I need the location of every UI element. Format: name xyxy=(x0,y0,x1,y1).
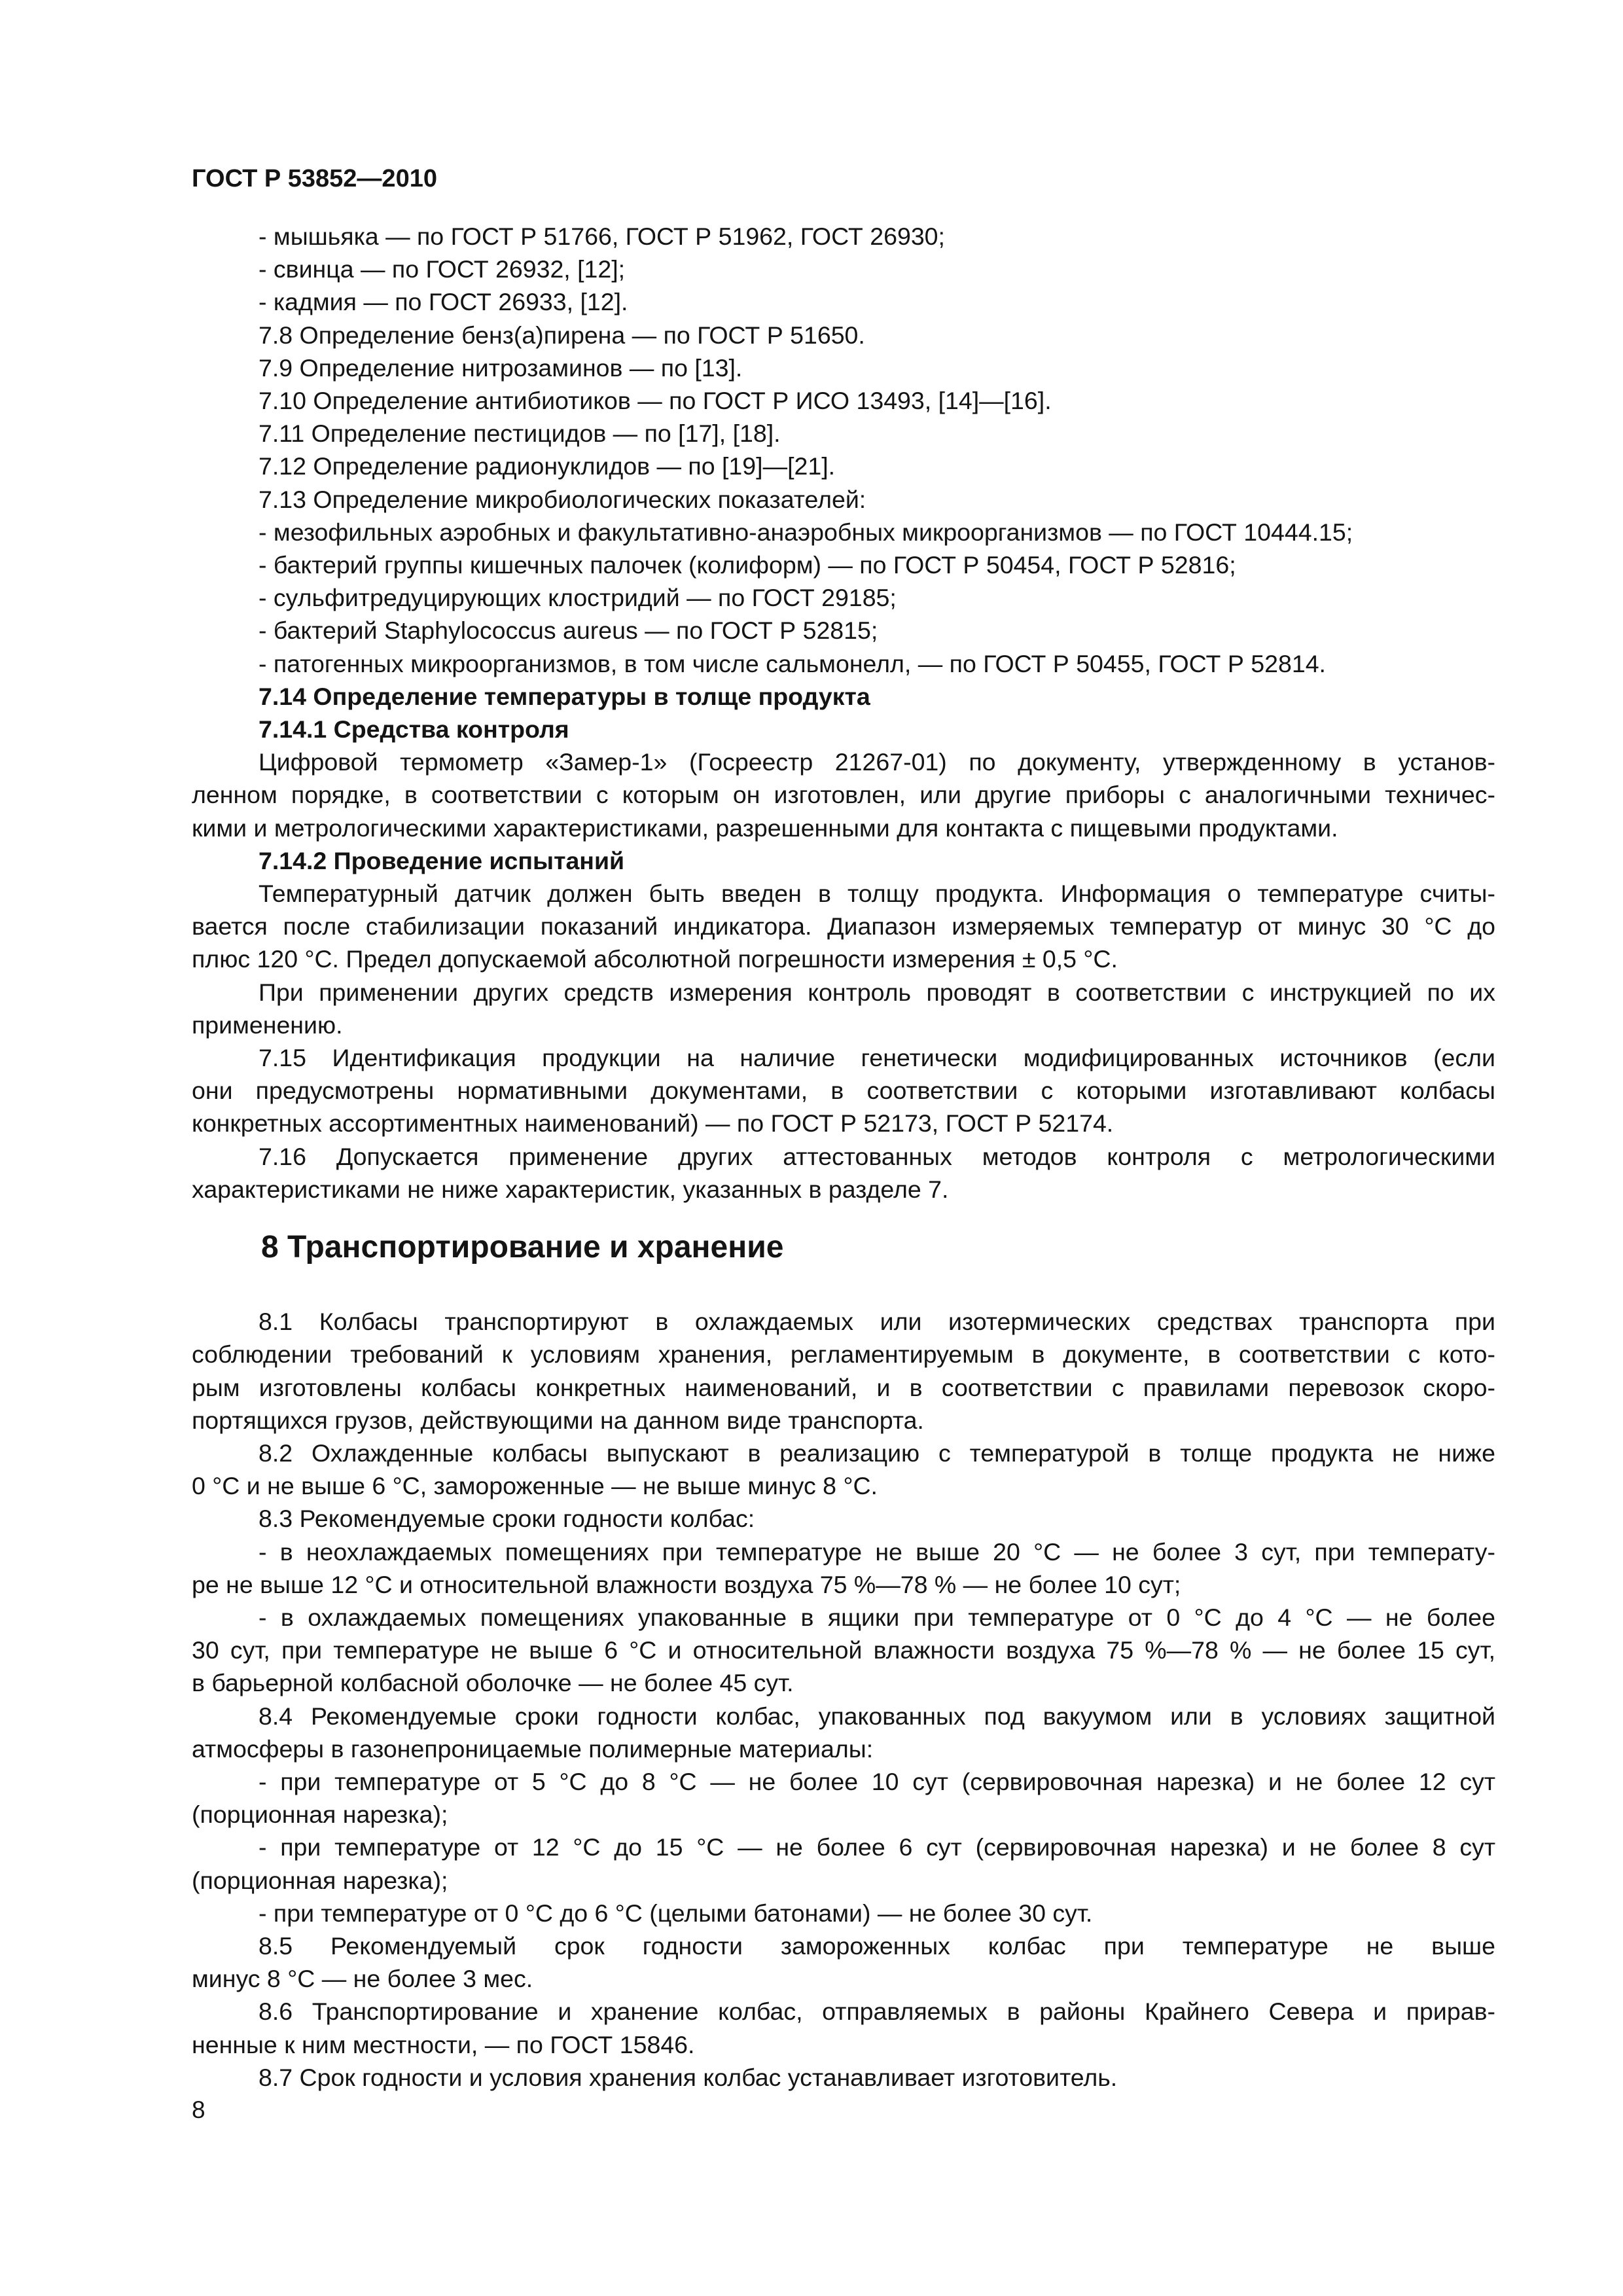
clause-7-8: 7.8 Определение бенз(а)пирена — по ГОСТ Р 51650. xyxy=(259,321,865,349)
list-item-mesophilic: - мезофильных аэробных и факультативно-анаэробных микроорганизмов — по ГОСТ 10444.15; xyxy=(259,518,1353,546)
list-item-arsenic: - мышьяка — по ГОСТ Р 51766, ГОСТ Р 51962, ГОСТ 26930; xyxy=(259,223,945,250)
paragraph-line: применению. xyxy=(192,1011,343,1039)
paragraph-line: конкретных ассортиментных наименований) — по ГОСТ Р 52173, ГОСТ Р 52174. xyxy=(192,1109,1114,1138)
paragraph-line: вается после стабилизации показаний индикатора. Диапазон измеряемых температур от минус 30 °С до xyxy=(192,912,1495,941)
paragraph-line: рым изготовлены колбасы конкретных наименований, и в соответствии с правилами перевозок скоро- xyxy=(192,1373,1495,1401)
clause-7-14-1-heading: 7.14.1 Средства контроля xyxy=(259,715,569,744)
clause-7-14-heading: 7.14 Определение температуры в толще продукта xyxy=(259,682,870,710)
clause-8-4: 8.4 Рекомендуемые сроки годности колбас, упакованных под вакуумом или в условиях защитной xyxy=(259,1702,1495,1730)
paragraph-line: минус 8 °С — не более 3 мес. xyxy=(192,1965,533,1993)
page-number: 8 xyxy=(192,2096,205,2123)
list-item-pathogens: - патогенных микроорганизмов, в том числе сальмонелл, — по ГОСТ Р 50455, ГОСТ Р 52814. xyxy=(259,649,1326,677)
clause-8-2: 8.2 Охлажденные колбасы выпускают в реализацию с температурой в толще продукта не ниже xyxy=(259,1439,1495,1467)
clause-7-9: 7.9 Определение нитрозаминов — по [13]. xyxy=(259,353,743,382)
clause-8-6: 8.6 Транспортирование и хранение колбас, отправляемых в районы Крайнего Севера и прирав- xyxy=(259,1998,1495,2026)
clause-7-13: 7.13 Определение микробиологических показателей: xyxy=(259,485,866,513)
paragraph-line: ненные к ним местности, — по ГОСТ 15846. xyxy=(192,2030,695,2058)
document-header: ГОСТ Р 53852—2010 xyxy=(192,165,437,192)
clause-8-5: 8.5 Рекомендуемый срок годности замороженных колбас при температуре не выше xyxy=(259,1931,1495,1960)
clause-7-11: 7.11 Определение пестицидов — по [17], [18]. xyxy=(259,420,781,448)
paragraph-line: ленном порядке, в соответствии с которым он изготовлен, или другие приборы с аналогичными техничес- xyxy=(192,781,1495,809)
paragraph-line: 0 °С и не выше 6 °С, замороженные — не выше минус 8 °С. xyxy=(192,1472,878,1500)
list-item-12-to-15: - при температуре от 12 °С до 15 °С — не более 6 сут (сервировочная нарезка) и не более 8 сут xyxy=(259,1833,1495,1861)
paragraph-line: плюс 120 °С. Предел допускаемой абсолютной погрешности измерения ± 0,5 °С. xyxy=(192,945,1118,973)
list-item-clostridia: - сульфитредуцирующих клостридий — по ГОСТ 29185; xyxy=(259,584,897,612)
paragraph-line: ре не выше 12 °С и относительной влажности воздуха 75 %—78 % — не более 10 сут; xyxy=(192,1570,1181,1598)
clause-8-7: 8.7 Срок годности и условия хранения колбас устанавливает изготовитель. xyxy=(259,2063,1118,2091)
paragraph-line: (порционная нарезка); xyxy=(192,1866,448,1894)
paragraph-line: атмосферы в газонепроницаемые полимерные материалы: xyxy=(192,1734,874,1763)
clause-8-3: 8.3 Рекомендуемые сроки годности колбас: xyxy=(259,1505,755,1533)
list-item-cadmium: - кадмия — по ГОСТ 26933, [12]. xyxy=(259,288,628,316)
paragraph-line: они предусмотрены нормативными документами, в соответствии с которыми изготавливают колбасы xyxy=(192,1077,1495,1105)
paragraph-line: кими и метрологическими характеристиками, разрешенными для контакта с пищевыми продуктами. xyxy=(192,814,1338,842)
clause-7-10: 7.10 Определение антибиотиков — по ГОСТ Р ИСО 13493, [14]—[16]. xyxy=(259,387,1052,415)
section-8-heading: 8 Транспортирование и хранение xyxy=(261,1230,784,1265)
paragraph-line: в барьерной колбасной оболочке — не более 45 сут. xyxy=(192,1669,794,1697)
clause-7-16: 7.16 Допускается применение других аттестованных методов контроля с метрологическими xyxy=(259,1142,1495,1170)
list-item-staphylococcus: - бактерий Staphylococcus aureus — по ГОСТ Р 52815; xyxy=(259,617,878,645)
document-body xyxy=(192,220,1495,2094)
list-item-lead: - свинца — по ГОСТ 26932, [12]; xyxy=(259,255,626,283)
paragraph-line: характеристиками не ниже характеристик, указанных в разделе 7. xyxy=(192,1175,949,1203)
paragraph-line: Цифровой термометр «Замер-1» (Госреестр 21267-01) по документу, утвержденному в установ- xyxy=(259,748,1495,776)
paragraph-line: соблюдении требований к условиям хранения, регламентируемым в документе, в соответствии с кото- xyxy=(192,1340,1495,1369)
clause-8-1: 8.1 Колбасы транспортируют в охлаждаемых или изотермических средствах транспорта при xyxy=(259,1308,1495,1336)
clause-7-15: 7.15 Идентификация продукции на наличие генетически модифицированных источников (если xyxy=(259,1044,1495,1072)
list-item-unrefrigerated: - в неохлаждаемых помещениях при температуре не выше 20 °С — не более 3 сут, при температу- xyxy=(259,1537,1495,1566)
clause-7-14-2-heading: 7.14.2 Проведение испытаний xyxy=(259,846,625,874)
paragraph-line: портящихся грузов, действующими на данном виде транспорта. xyxy=(192,1406,924,1434)
paragraph-line: Температурный датчик должен быть введен в толщу продукта. Информация о температуре считы- xyxy=(259,880,1495,908)
list-item-coliform: - бактерий группы кишечных палочек (колиформ) — по ГОСТ Р 50454, ГОСТ Р 52816; xyxy=(259,551,1236,579)
paragraph-line: (порционная нарезка); xyxy=(192,1801,448,1829)
list-item-refrigerated: - в охлаждаемых помещениях упакованные в ящики при температуре от 0 °С до 4 °С — не более xyxy=(259,1603,1495,1631)
paragraph-line: При применении других средств измерения контроль проводят в соответствии с инструкцией по их xyxy=(259,978,1495,1006)
paragraph-line: 30 сут, при температуре не выше 6 °С и относительной влажности воздуха 75 %—78 % — не более 15 сут, xyxy=(192,1636,1495,1664)
list-item-0-to-6: - при температуре от 0 °С до 6 °С (целыми батонами) — не более 30 сут. xyxy=(259,1899,1093,1927)
clause-7-12: 7.12 Определение радионуклидов — по [19]—[21]. xyxy=(259,452,836,480)
list-item-5-to-8: - при температуре от 5 °С до 8 °С — не более 10 сут (сервировочная нарезка) и не более 12 сут xyxy=(259,1767,1495,1795)
